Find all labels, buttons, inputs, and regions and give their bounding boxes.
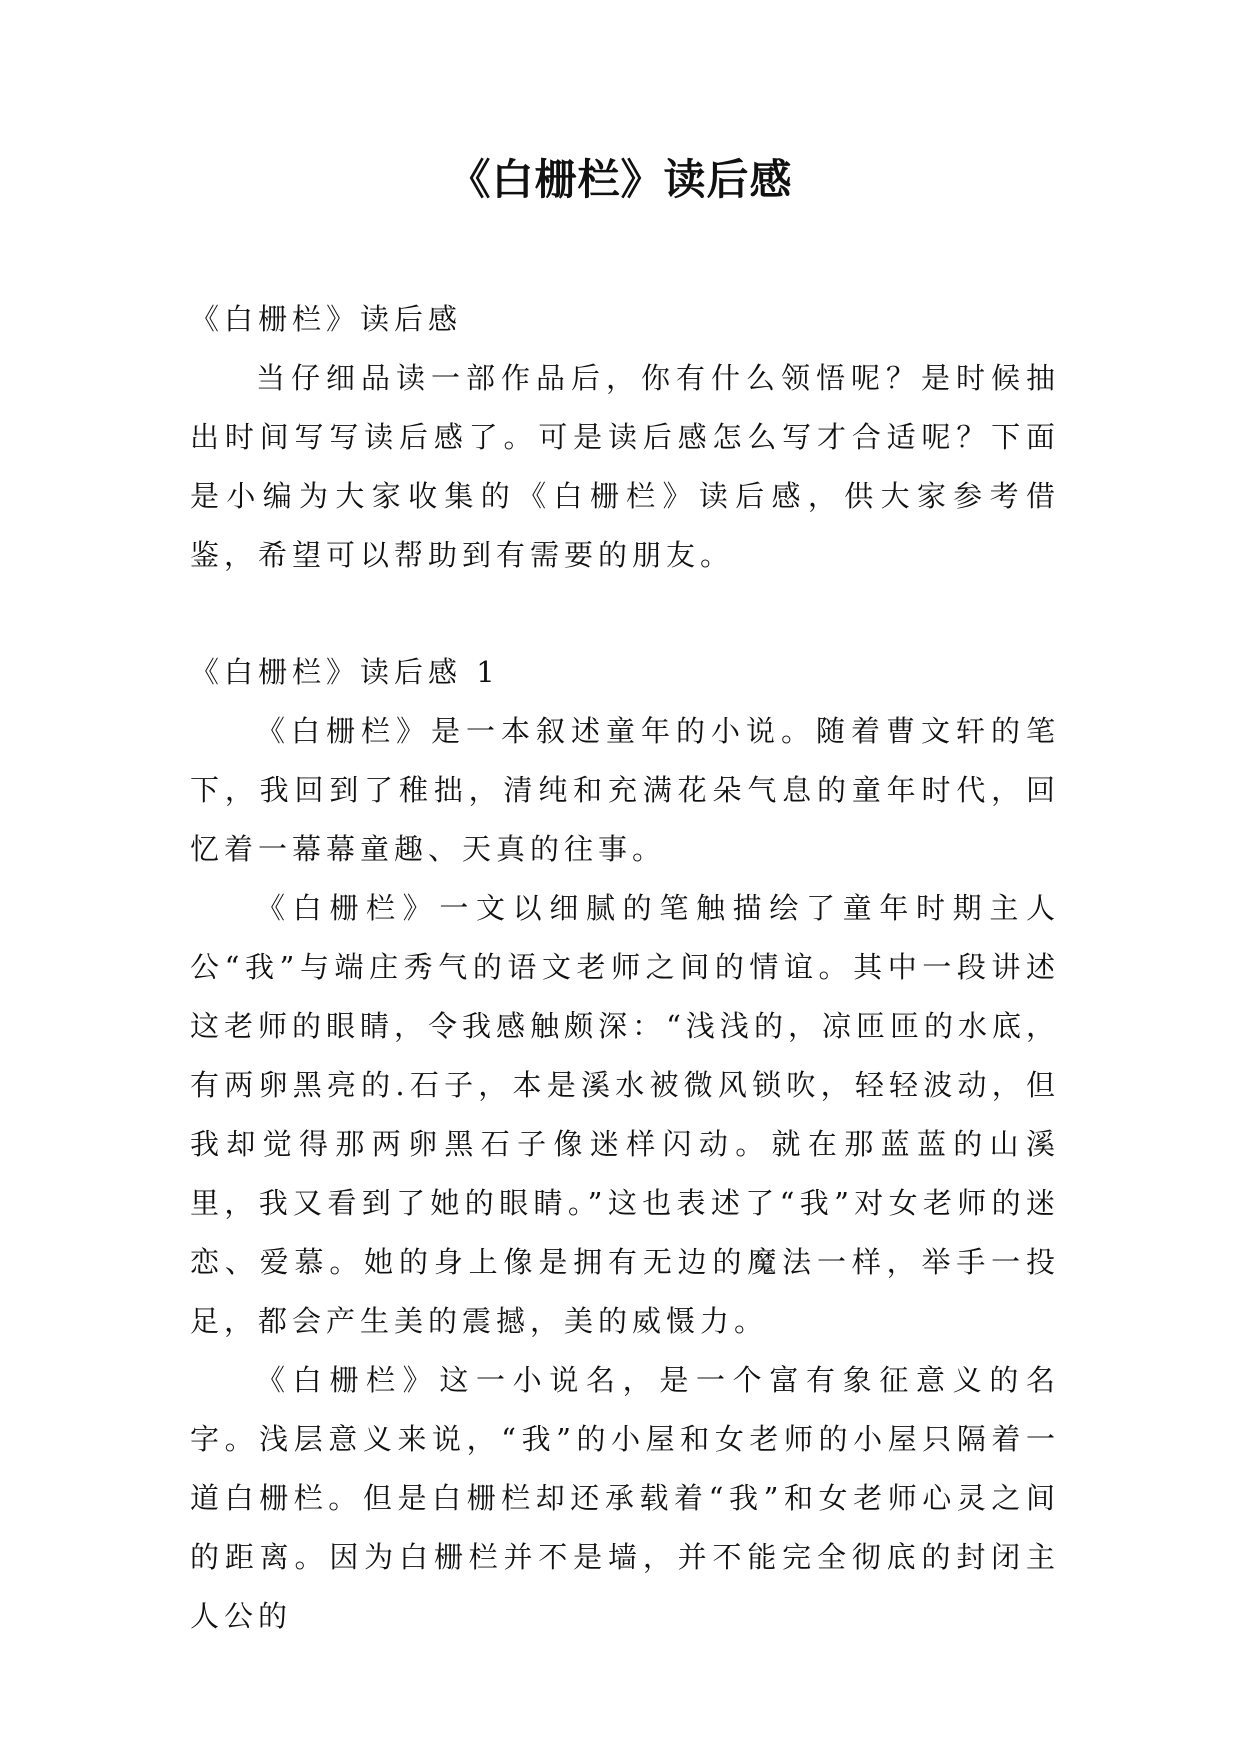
intro-paragraph: 当仔细品读一部作品后，你有什么领悟呢？是时候抽出时间写写读后感了。可是读后感怎么写才合适呢？下面是小编为大家收集的《白栅栏》读后感，供大家参考借鉴，希望可以帮助到有需要的朋友。 (190, 361, 1060, 572)
section1-heading: 《白栅栏》读后感 1 (190, 655, 500, 689)
section-spacer (190, 585, 1060, 643)
body-paragraph-3: 《白栅栏》这一小说名，是一个富有象征意义的名字。浅层意义来说，“我”的小屋和女老师的小屋只隔着一道白栅栏。但是白栅栏却还承载着“我”和女老师心灵之间的距离。因为白栅栏并不是墙，并不能完全彻底的封闭主人公的 (190, 1363, 1060, 1633)
body-paragraph-1: 《白栅栏》是一本叙述童年的小说。随着曹文轩的笔下，我回到了稚拙，清纯和充满花朵气息的童年时代，回忆着一幕幕童趣、天真的往事。 (190, 714, 1060, 866)
document-body (190, 290, 1060, 1646)
document-title: 《白栅栏》读后感 (448, 155, 793, 204)
body-paragraph-2: 《白栅栏》一文以细腻的笔触描绘了童年时期主人公“我”与端庄秀气的语文老师之间的情谊。其中一段讲述这老师的眼睛，令我感触颇深：“浅浅的，凉匝匝的水底，有两卵黑亮的.石子，本是溪水被微风锁吹，轻轻波动，但我却觉得那两卵黑石子像迷样闪动。就在那蓝蓝的山溪里，我又看到了她的眼睛。”这也表述了“我”对女老师的迷恋、爱慕。她的身上像是拥有无边的魔法一样，举手一投足，都会产生美的震撼，美的威慑力。 (190, 891, 1060, 1338)
intro-heading: 《白栅栏》读后感 (190, 302, 463, 336)
